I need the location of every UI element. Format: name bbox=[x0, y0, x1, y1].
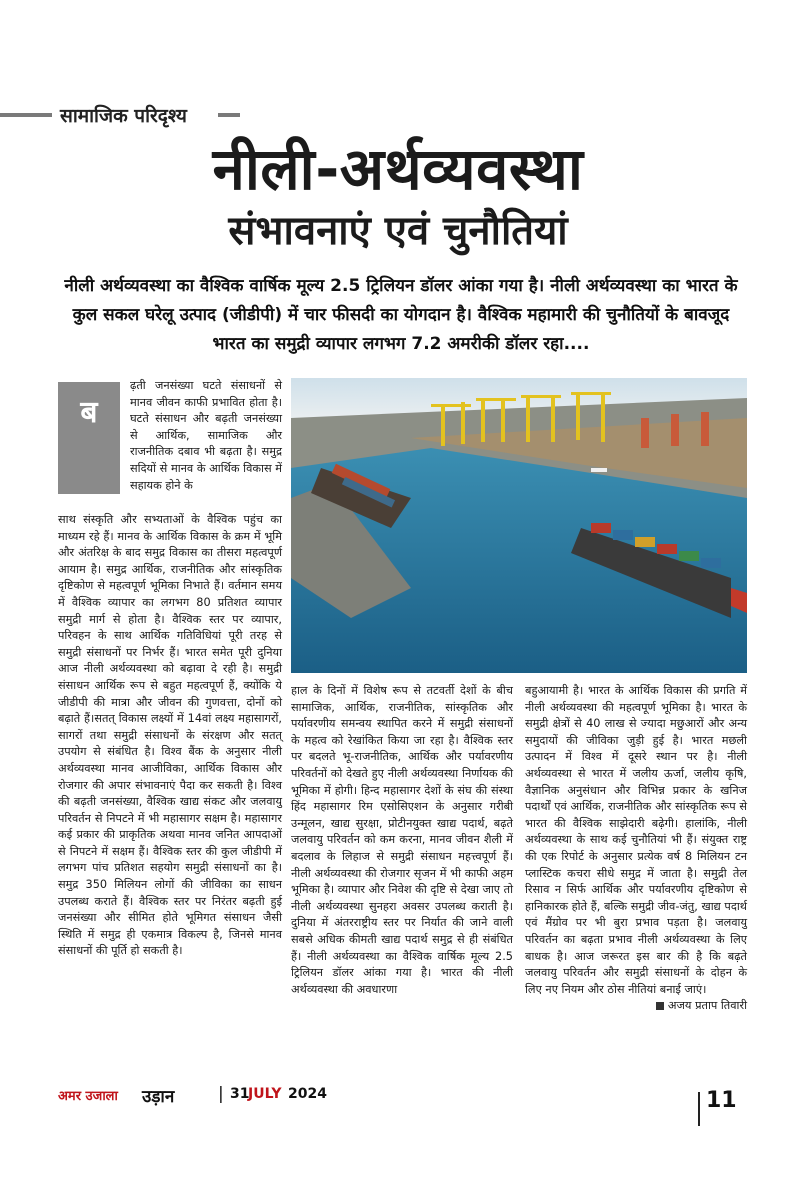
page-footer bbox=[58, 1084, 748, 1134]
footer-date-day: 31 bbox=[230, 1086, 250, 1102]
footer-brand-amar-ujala: अमर उजाला bbox=[58, 1089, 118, 1104]
article-column-3 bbox=[525, 683, 747, 1015]
byline bbox=[656, 998, 747, 1015]
page-number: 11 bbox=[706, 1088, 737, 1113]
footer-brand-udaan: उड़ान bbox=[142, 1087, 175, 1107]
section-tag bbox=[0, 100, 260, 130]
page-number-rule bbox=[698, 1092, 700, 1126]
article-column-2: हाल के दिनों में विशेष रूप से तटवर्ती देशों के बीच सामाजिक, आर्थिक, राजनीतिक, सांस्कृतिक और पर्यावरणीय समन्वय स्थापित करने में समुद्री संसाधनों के महत्व को रेखांकित किया जा रहा है। वैश्विक स्तर पर बदलते भू-राजनीतिक, आर्थिक और पर्यावरणीय परिवर्तनों को देखते हुए नीली अर्थव्यवस्था निर्णायक की भूमिका में होगी। हिन्द महासागर देशों के संघ की संस्था हिंद महासागर रिम एसोसिएशन के अनुसार गरीबी उन्मूलन, खाद्य सुरक्षा, प्रोटीनयुक्त खाद्य पदार्थ, बढ़ते जलवायु परिवर्तन को कम करना, मानव जीवन शैली में बदलाव के लिहाज से समुद्री संसाधन महत्त्वपूर्ण हैं। नीली अर्थव्यवस्था की रोजगार सृजन में भी काफी अहम भूमिका है। व्यापार और निवेश की दृष्टि से देखा जाए तो नीली अर्थव्यवस्था सुनहरा अवसर उपलब्ध कराती है। दुनिया में अंतरराष्ट्रीय स्तर पर निर्यात की जाने वाली सबसे अधिक कीमती खाद्य पदार्थ समुद्र से ही संबंधित हैं। नीली अर्थव्यवस्था का वैश्विक वार्षिक मूल्य 2.5 ट्रिलियन डॉलर आंका गया है। भारत की नीली अर्थव्यवस्था की अवधारणा bbox=[291, 684, 513, 996]
headline-subtitle: संभावनाएं एवं चुनौतियां bbox=[228, 208, 568, 254]
article-column-1: साथ संस्कृति और सभ्यताओं के वैश्विक पहुंच का माध्यम रहे हैं। मानव के आर्थिक विकास के क्रम में भूमि और अंतरिक्ष के बाद समुद्र विकास का तीसरा महत्वपूर्ण आयाम है। समुद्र आर्थिक, राजनीतिक और सांस्कृतिक दृष्टिकोण से महत्वपूर्ण भूमिका निभाते हैं। वर्तमान समय में वैश्विक व्यापार का लगभग 80 प्रतिशत व्यापार समुद्री मार्ग से होता है। वैश्विक स्तर पर व्यापार, परिवहन के साथ आर्थिक गतिविधियां पूरी तरह से समुद्री संसाधनों पर निर्भर हैं। भारत समेत पूरी दुनिया आज नीली अर्थव्यवस्था को बढ़ावा दे रही है। समुद्री संसाधन आर्थिक रूप से बहुत महत्वपूर्ण हैं, क्योंकि ये जीडीपी की मात्रा और जीवन की गुणवत्ता, दोनों को बढ़ाते हैं।सतत् विकास लक्ष्यों में 14वां लक्ष्य महासागरों, सागरों तथा समुद्री संसाधनों के संरक्षण और सतत् उपयोग से संबंधित है। विश्व बैंक के अनुसार नीली अर्थव्यवस्था मानव आजीविका, आर्थिक विकास और रोजगार की अपार संभावनाएं पैदा कर सकती है। विश्व की बढ़ती जनसंख्या, वैश्विक खाद्य संकट और जलवायु परिवर्तन से निपटने में भी महासागर सक्षम है। महासागर कई प्रकार की प्राकृतिक अथवा मानव जनित आपदाओं से निपटने में सक्षम हैं। वैश्विक स्तर की कुल जीडीपी में लगभग पांच प्रतिशत सहयोग समुद्री संसाधनों का है। समुद्र 350 मिलियन लोगों की जीविका का साधन उपलब्ध कराते हैं। वैश्विक स्तर पर निरंतर बढ़ती हुई जनसंख्या और सीमित होते भूमिगत संसाधन जैसी स्थिति में समुद्र ही एकमात्र विकल्प है, जिनसे मानव संसाधनों की पूर्ति हो सकती है। bbox=[58, 513, 282, 958]
port-photo bbox=[291, 378, 747, 673]
byline-square-icon bbox=[656, 1002, 664, 1010]
headline-title: नीली-अर्थव्यवस्था bbox=[212, 135, 584, 203]
footer-date-month: JULY bbox=[248, 1086, 282, 1102]
lede-paragraph: नीली अर्थव्यवस्था का वैश्विक वार्षिक मूल्य 2.5 ट्रिलियन डॉलर आंका गया है। नीली अर्थव्यवस्था का भारत के कुल सकल घरेलू उत्पाद (जीडीपी) में चार फीसदी का योगदान है। वैश्विक महामारी की चुनौतियों के बावजूद भारत का समुद्री व्यापार लगभग 7.2 अमरीकी डॉलर रहा.... bbox=[64, 276, 738, 354]
footer-date-year: 2024 bbox=[288, 1086, 327, 1102]
article-column-3-text: बहुआयामी है। भारत के आर्थिक विकास की प्रगति में नीली अर्थव्यवस्था की महत्वपूर्ण भूमिका है। भारत के समुद्री क्षेत्रों से 40 लाख से ज्यादा मछुआरों और अन्य समुदायों की जीविका जुड़ी हुई है। भारत मछली उत्पादन में विश्व में दूसरे स्थान पर है। नीली अर्थव्यवस्था से भारत में जलीय ऊर्जा, जलीय कृषि, वैज्ञानिक अनुसंधान और विभिन्न प्रकार के खनिज पदार्थों एवं आर्थिक, राजनीतिक और सांस्कृतिक रूप से भारत की वैश्विक साझेदारी बढ़ेगी। हालांकि, नीली अर्थव्यवस्था के साथ कई चुनौतियां भी हैं। संयुक्त राष्ट्र की एक रिपोर्ट के अनुसार प्रत्येक वर्ष 8 मिलियन टन प्लास्टिक कचरा सीधे समुद्र में जाता है। समुद्री तेल रिसाव न सिर्फ आर्थिक और पर्यावरणीय दृष्टिकोण से हानिकारक होते हैं, बल्कि समुद्री जीव-जंतु, खाद्य पदार्थ एवं मैंग्रोव पर भी बुरा प्रभाव पड़ता है। जलवायु परिवर्तन का बढ़ता प्रभाव नीली अर्थव्यवस्था के लिए बाधक है। आज जरूरत इस बार की है कि बढ़ते जलवायु परिवर्तन और समुद्री संसाधनों के दोहन के लिए नए नियम और ठोस नीतियां बनाई जाएं। bbox=[525, 684, 747, 996]
drop-cap bbox=[58, 382, 120, 494]
byline-author: अजय प्रताप तिवारी bbox=[667, 999, 747, 1013]
section-tag-rule-left bbox=[0, 113, 52, 117]
section-tag-label: सामाजिक परिदृश्य bbox=[60, 105, 187, 127]
section-tag-rule-right bbox=[218, 113, 240, 117]
port-illustration bbox=[291, 378, 747, 673]
drop-cap-letter: ब bbox=[80, 395, 98, 430]
footer-separator: | bbox=[218, 1084, 224, 1104]
article-column-1-top: ढ़ती जनसंख्या घटते संसाधनों से मानव जीवन काफी प्रभावित होता है। घटते संसाधन और बढ़ती जनसंख्या से आर्थिक, सामाजिक और राजनीतिक दबाव भी बढ़ता है। समुद्र सदियों से मानव के आर्थिक विकास में सहायक होने के bbox=[130, 379, 282, 492]
